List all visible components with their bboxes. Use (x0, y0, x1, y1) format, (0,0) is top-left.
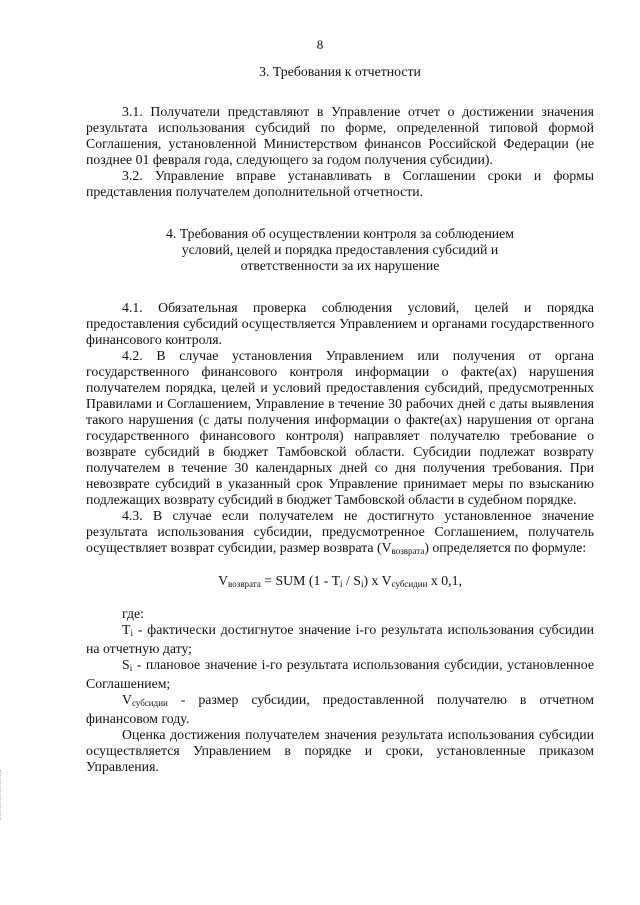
paragraph-4-3-text: 4.3. В случае если получателем не достигнуто установленное значение результата использования субсидии, предусмотренное Соглашением, получатель осуществляет возврат субсидии, размер возврата (V (86, 508, 594, 555)
formula-sum: = SUM (1 - T (260, 573, 341, 588)
section-4-title-line2: условий, целей и порядка предоставления субсидий и (181, 242, 499, 257)
formula-t-sub: i (340, 579, 343, 589)
section-4-title-line1: 4. Требования об осуществлении контроля за соблюдением (165, 226, 515, 241)
section-4-title-line3: ответственности за их нарушение (240, 258, 440, 273)
si-subscript: i (129, 663, 133, 673)
paragraph-4-3 (86, 508, 594, 559)
formula-v: V (218, 573, 229, 588)
definition-si (86, 657, 594, 692)
assessment-paragraph: Оценка достижения получателем значения результата использования субсидии осуществляется Управлением в порядке и сроки, установленные приказом Управления. (86, 727, 594, 774)
paragraph-3-2: 3.2. Управление вправе устанавливать в Соглашении сроки и формы представления получателем дополнительной отчетности. (86, 168, 594, 199)
section-3-title: 3. Требования к отчетности (259, 64, 421, 79)
ti-symbol: T (122, 622, 131, 637)
v-subscript: субсидии (131, 698, 168, 708)
v-text: - размер субсидии, предоставленной получателю в отчетном финансовом году. (86, 692, 594, 726)
v-symbol: V (122, 692, 132, 707)
formula-v-sub: возврата (228, 579, 261, 589)
paragraph-4-3-end: ) определяется по формуле: (424, 540, 587, 555)
paragraph-4-2: 4.2. В случае установления Управлением или получения от органа государственного финансового контроля информации о факте(ах) нарушения получателем порядка, целей и условий предоставления субсидий, предусмотренных Правилами и Соглашением, Управление в течение 30 рабочих дней с даты выявления такого нарушения (с даты получения информации о факте(ах) нарушения от органа государственного финансового контроля) направляет получателю требование о возврате субсидий в бюджет Тамбовской области. Субсидии подлежат возврату получателем в течение 30 календарных дней со дня получения требования. При невозврате субсидий в указанный срок Управление принимает меры по взысканию подлежащих возврату субсидий в бюджет Тамбовской области в судебном порядке. (86, 348, 594, 507)
formula-vs-sub: субсидии (391, 579, 428, 589)
paragraph-4-3-subscript: возврата (391, 546, 425, 556)
definition-v-subsidy (86, 692, 594, 727)
formula-times: ) x V (363, 573, 392, 588)
page-number: 8 (316, 37, 324, 52)
where-label: где: (122, 606, 144, 621)
document-body (86, 64, 594, 775)
section-4-title (86, 226, 594, 274)
ti-subscript: i (130, 628, 133, 638)
paragraph-4-1: 4.1. Обязательная проверка соблюдения условий, целей и порядка предоставления субсидий осуществляется Управлением и органами государственного финансового контроля. (86, 300, 594, 347)
scan-edge-mark (0, 770, 4, 820)
return-formula (86, 573, 594, 592)
formula-div: / S (342, 573, 361, 588)
paragraph-3-1: 3.1. Получатели представляют в Управление отчет о достижении значения результата использования субсидий по форме, определенной типовой формой Соглашения, установленной Министерством финансов Российской Федерации (не позднее 01 февраля года, следующего за годом получения субсидии). (86, 104, 594, 167)
definition-ti (86, 622, 594, 657)
si-text: - плановое значение i-го результата использования субсидии, установленное Соглашением; (86, 657, 594, 691)
formula-s-sub: i (360, 579, 364, 589)
formula-coef: x 0,1, (427, 573, 462, 588)
ti-text: - фактически достигнутое значение i-го результата использования субсидии на отчетную дату; (86, 622, 594, 656)
si-symbol: S (122, 657, 130, 672)
